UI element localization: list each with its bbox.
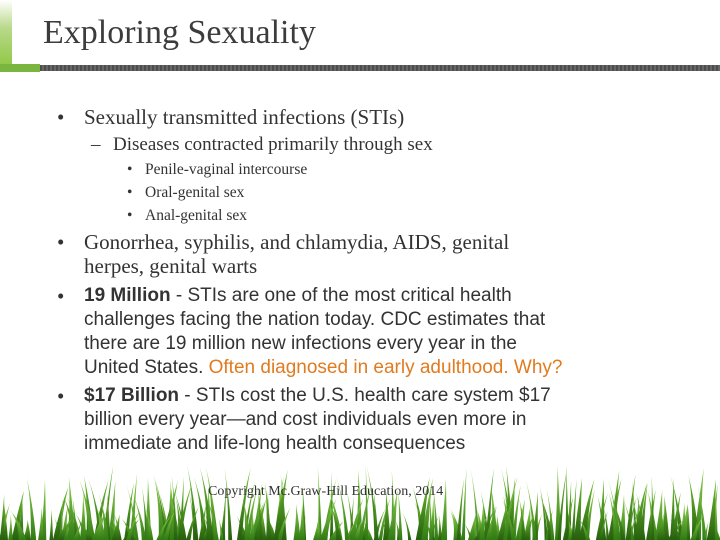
subsub-bullet-text: Anal-genital sex	[145, 207, 248, 224]
bullet-line: herpes, genital warts	[84, 254, 258, 278]
bullet-icon: •	[57, 105, 65, 129]
bullet-line	[84, 356, 562, 380]
bullet-icon: •	[127, 184, 133, 201]
grass-blade	[365, 465, 368, 540]
grass-blade	[402, 511, 411, 540]
bullet-icon: •	[127, 207, 133, 224]
bullet-line: billion every year—and cost individuals even more in	[84, 409, 527, 430]
subsub-bullet-text: Oral-genital sex	[145, 184, 245, 201]
bullet-text-block	[84, 284, 562, 380]
sub-bullet-text: Diseases contracted primarily through sex	[113, 134, 433, 155]
bullet-line: Gonorrhea, syphilis, and chlamydia, AIDS, genital	[84, 230, 510, 254]
bullet-icon: •	[57, 284, 65, 308]
bullet-text: Sexually transmitted infections (STIs)	[84, 105, 405, 129]
grass-blade	[0, 494, 5, 540]
bullet-line	[84, 284, 562, 308]
divider-dark-segment	[40, 65, 720, 71]
bullet-line-text: - STIs are one of the most critical health	[170, 285, 512, 306]
dash-icon: –	[91, 134, 101, 155]
bullet-line-text: United States.	[84, 357, 209, 378]
title-divider	[0, 64, 720, 72]
bullet-line-text: - STIs cost the U.S. health care system $17	[179, 385, 551, 406]
subsub-bullet-oral-genital	[127, 181, 244, 204]
grass-blade	[8, 515, 13, 540]
grass-blade	[462, 468, 467, 540]
bullet-line	[84, 384, 551, 408]
divider-green-segment	[0, 64, 40, 72]
bullet-line: immediate and life-long health consequences	[84, 433, 466, 454]
bullet-icon: •	[57, 230, 65, 254]
highlight-question: Often diagnosed in early adulthood. Why?	[208, 357, 563, 378]
grass-blade	[633, 483, 647, 540]
bullet-diseases-list	[57, 230, 509, 278]
bullet-icon: •	[127, 161, 133, 178]
grass-blade	[491, 486, 498, 540]
bullet-19-million	[57, 284, 562, 380]
grass-blades	[0, 465, 720, 540]
bullet-line: there are 19 million new infections every year in the	[84, 333, 518, 354]
bullet-text-block	[84, 230, 509, 278]
bold-figure: 19 Million	[84, 285, 171, 306]
bold-figure: $17 Billion	[84, 385, 180, 406]
grass-decoration	[0, 460, 720, 540]
grass-blade	[539, 484, 548, 540]
subsub-bullet-penile-vaginal	[127, 158, 307, 181]
subsub-bullet-text: Penile-vaginal intercourse	[145, 161, 308, 178]
sub-bullet-diseases	[91, 134, 433, 156]
bullet-17-billion	[57, 384, 551, 456]
copyright-footer: Copyright Mc.Graw-Hill Education, 2014	[208, 484, 444, 499]
grass-blade	[225, 469, 233, 540]
subsub-bullet-anal-genital	[127, 204, 247, 227]
grass-blade	[49, 509, 53, 540]
title-accent-bar	[0, 0, 12, 70]
bullet-text-block	[84, 384, 551, 456]
bullet-line: challenges facing the nation today. CDC estimates that	[84, 309, 546, 330]
grass-blade	[187, 466, 198, 540]
slide-title: Exploring Sexuality	[43, 14, 316, 51]
bullet-stis	[57, 105, 404, 129]
bullet-icon: •	[57, 384, 65, 408]
